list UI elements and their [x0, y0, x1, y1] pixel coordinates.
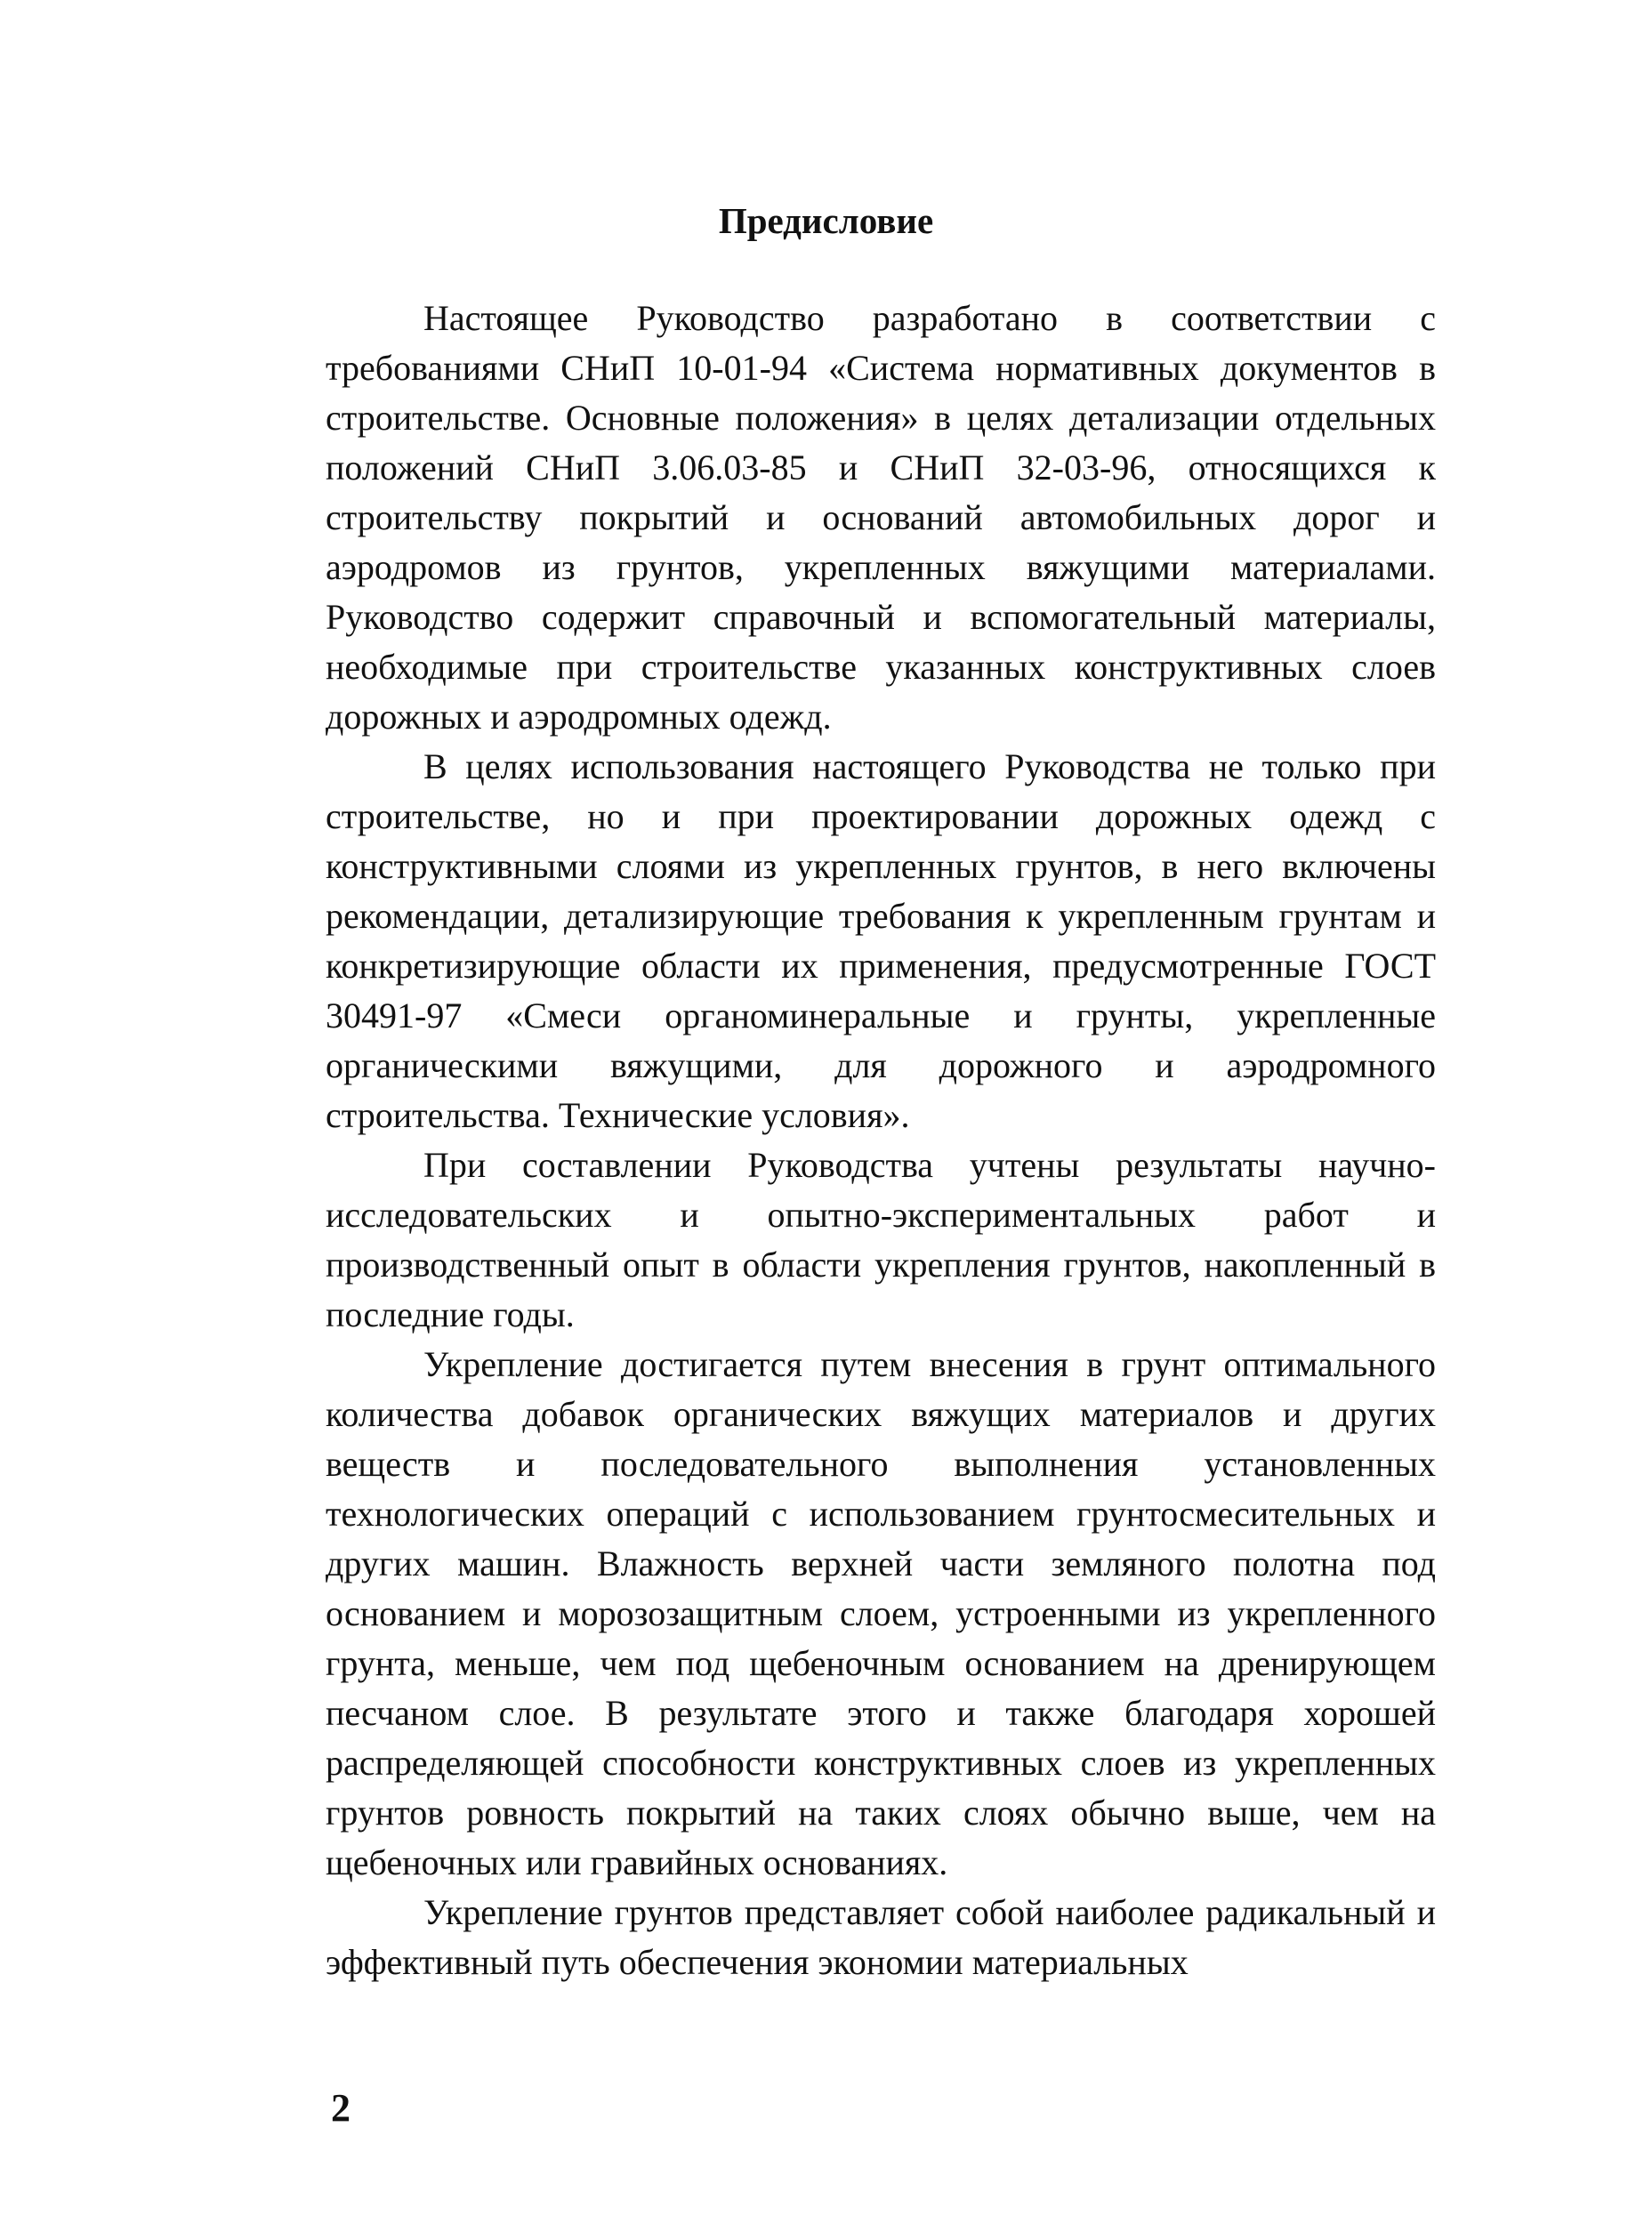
page-number: 2: [331, 2086, 351, 2130]
paragraph: Настоящее Руководство разработано в соответствии с требованиями СНиП 10-01-94 «Система нормативных документов в строительстве. Основные положения» в целях детализации отдельных положений СНиП 3.06.03-85 и СНиП 32-03-96, относящихся к строительству покрытий и оснований автомобильных дорог и аэродромов из грунтов, укрепленных вяжущими материалами. Руководство содержит справочный и вспомогательный материалы, необходимые при строительстве указанных конструктивных слоев дорожных и аэродромных одежд.: [326, 298, 1436, 737]
preface-body: [326, 294, 1436, 1987]
paragraph: В целях использования настоящего Руководства не только при строительстве, но и при проектировании дорожных одежд с конструктивными слоями из укрепленных грунтов, в него включены рекомендации, детализирующие требования к укрепленным грунтам и конкретизирующие области их применения, предусмотренные ГОСТ 30491-97 «Смеси органоминеральные и грунты, укрепленные органическими вяжущими, для дорожного и аэродромного строительства. Технические условия».: [326, 746, 1436, 1135]
paragraph: Укрепление достигается путем внесения в грунт оптимального количества добавок органических вяжущих материалов и других веществ и последовательного выполнения установленных технологических операций с использованием грунтосмесительных и других машин. Влажность верхней части земляного полотна под основанием и морозозащитным слоем, устроенными из укрепленного грунта, меньше, чем под щебеночным основанием на дренирующем песчаном слое. В результате этого и также благодаря хорошей распределяющей способности конструктивных слоев из укрепленных грунтов ровность покрытий на таких слоях обычно выше, чем на щебеночных или гравийных основаниях.: [326, 1344, 1436, 1882]
page-title: Предисловие: [718, 200, 934, 241]
paragraph: Укрепление грунтов представляет собой наиболее радикальный и эффективный путь обеспечения экономии материальных: [326, 1892, 1436, 1982]
paragraph: При составлении Руководства учтены результаты научно-исследовательских и опытно-экспериментальных работ и производственный опыт в области укрепления грунтов, накопленный в последние годы.: [326, 1145, 1436, 1334]
